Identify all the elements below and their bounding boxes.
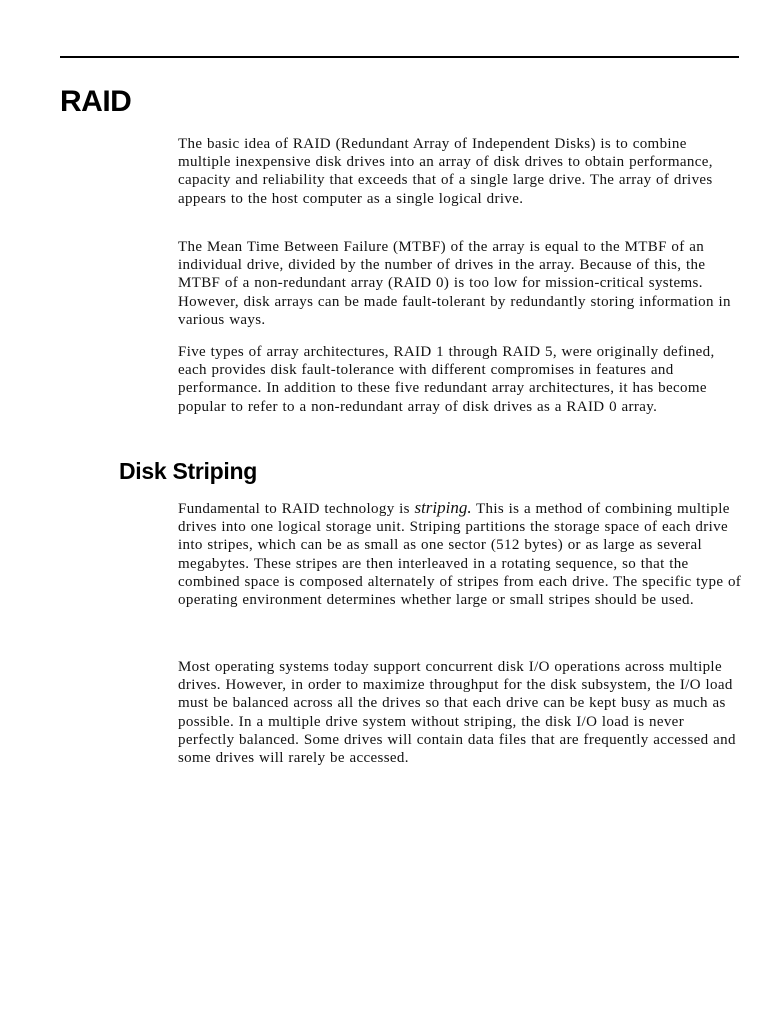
paragraph-concurrent-io: Most operating systems today support concurrent disk I/O operations across multiple drives. However, in order to maximize throughput for the disk subsystem, the I/O load must be balanced across all the drives so that each drive can be kept busy as much as possible. In a multiple drive system without striping, the disk I/O load is never perfectly balanced. Some drives will contain data files that are frequently accessed and some drives will rarely be accessed.	[178, 659, 736, 767]
section-heading-disk-striping: Disk Striping	[119, 458, 257, 484]
paragraph-array-types: Five types of array architectures, RAID 1 through RAID 5, were originally defined, each provides disk fault-tolerance with different compromises in features and performance. In addition to these five redundant array architectures, it has become popular to refer to a non-redundant array of disk drives as a RAID 0 array.	[178, 344, 715, 415]
striping-term: striping.	[414, 498, 472, 517]
top-rule	[60, 56, 739, 58]
paragraph-raid-intro: The basic idea of RAID (Redundant Array of Independent Disks) is to combine multiple inexpensive disk drives into an array of disk drives to obtain performance, capacity and reliability that exceeds that of a single large drive. The array of drives appears to the host computer as a single logical drive.	[178, 136, 713, 207]
striping-rest-text: This is a method of combining multiple drives into one logical storage unit. Striping partitions the storage space of each drive into stripes, which can be as small as one sector (512 bytes) or as large as several megabytes. These stripes are then interleaved in a rotating sequence, so that the combined space is composed alternately of stripes from each drive. The specific type of operating environment determines whether large or small stripes should be used.	[178, 501, 742, 609]
striping-intro-text: Fundamental to RAID technology is	[178, 501, 410, 517]
paragraph-mtbf: The Mean Time Between Failure (MTBF) of the array is equal to the MTBF of an individual drive, divided by the number of drives in the array. Because of this, the MTBF of a non-redundant array (RAID 0) is too low for mission-critical systems. However, disk arrays can be made fault-tolerant by redundantly storing information in various ways.	[178, 239, 731, 328]
paragraph-striping-definition	[178, 499, 744, 609]
page-title: RAID	[60, 85, 132, 118]
